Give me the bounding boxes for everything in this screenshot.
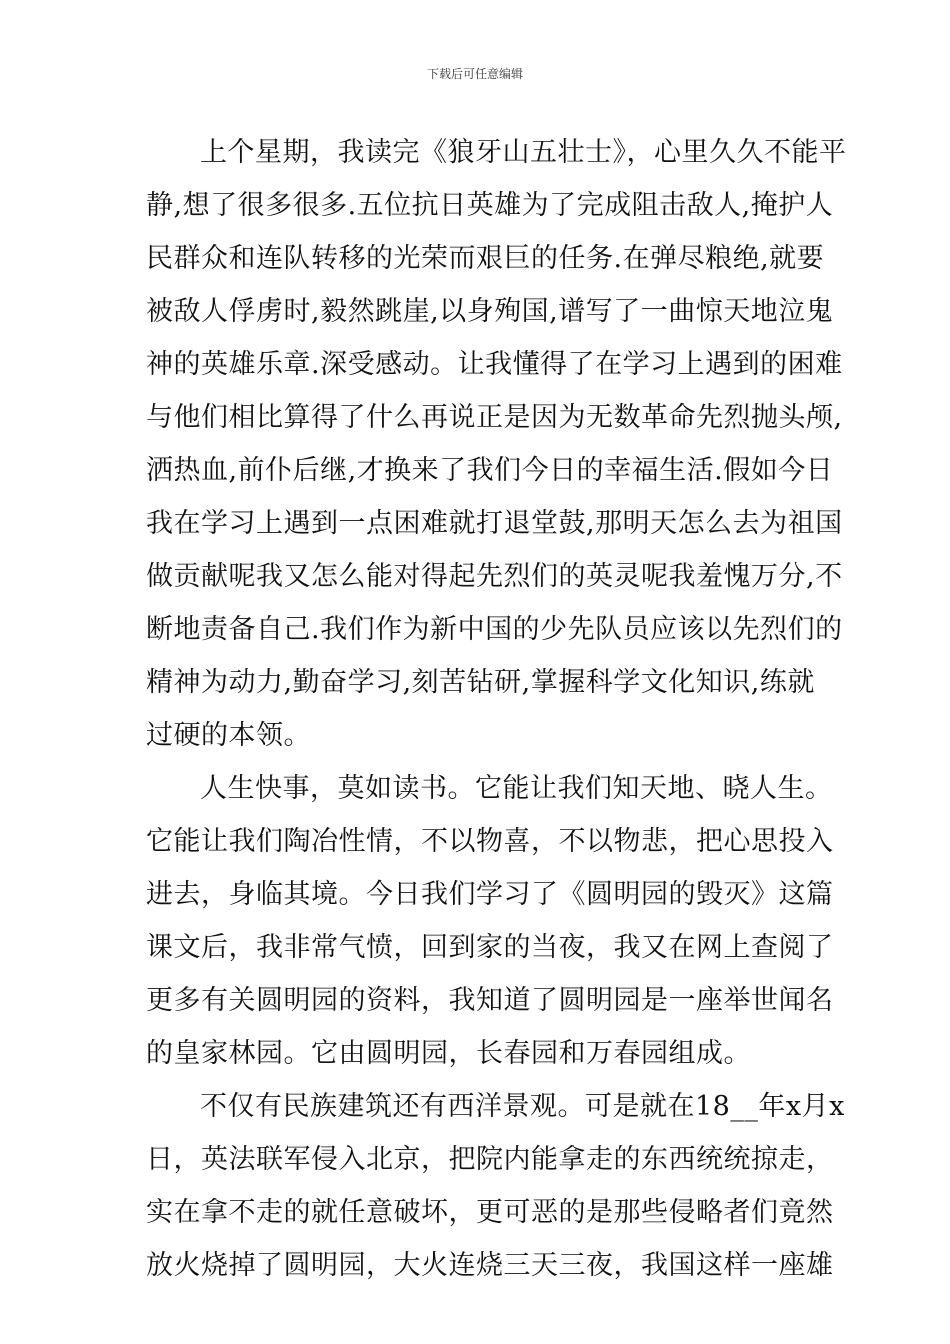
text-line: 做贡献呢我又怎么能对得起先烈们的英灵呢我羞愧万分,不 [146, 561, 843, 592]
text-line: 的皇家林园。它由圆明园，长春园和万春园组成。 [146, 1038, 751, 1069]
text-line: 它能让我们陶冶性情，不以物喜，不以物悲，把心思投入 [146, 826, 834, 857]
text-line: 断地责备自己.我们作为新中国的少先队员应该以先烈们的 [146, 614, 843, 645]
text-line: 过硬的本领。 [146, 720, 311, 751]
text-line: 与他们相比算得了什么再说正是因为无数革命先烈抛头颅, [146, 402, 843, 433]
text-line: 不仅有民族建筑还有西洋景观。可是就在18__年x月x [200, 1091, 845, 1122]
text-line: 课文后，我非常气愤，回到家的当夜，我又在网上查阅了 [146, 932, 834, 963]
text-line: 进去，身临其境。今日我们学习了《圆明园的毁灭》这篇 [146, 879, 834, 910]
text-line: 静,想了很多很多.五位抗日英雄为了完成阻击敌人,掩护人 [146, 190, 834, 221]
text-line: 被敌人俘虏时,毅然跳崖,以身殉国,谱写了一曲惊天地泣鬼 [146, 296, 834, 327]
text-line: 洒热血,前仆后继,才换来了我们今日的幸福生活.假如今日 [146, 455, 834, 486]
page-header-note: 下载后可任意编辑 [426, 67, 523, 81]
text-line: 神的英雄乐章.深受感动。让我懂得了在学习上遇到的困难 [146, 349, 843, 380]
text-line: 民群众和连队转移的光荣而艰巨的任务.在弹尽粮绝,就要 [146, 243, 825, 274]
text-line: 放火烧掉了圆明园，大火连烧三天三夜，我国这样一座雄 [146, 1250, 834, 1281]
text-line: 精神为动力,勤奋学习,刻苦钻研,掌握科学文化知识,练就 [146, 667, 815, 698]
text-line: 更多有关圆明园的资料，我知道了圆明园是一座举世闻名 [146, 985, 834, 1016]
text-line: 日，英法联军侵入北京，把院内能拿走的东西统统掠走， [146, 1144, 834, 1175]
text-line: 上个星期，我读完《狼牙山五壮士》，心里久久不能平 [200, 137, 847, 168]
text-line: 我在学习上遇到一点困难就打退堂鼓,那明天怎么去为祖国 [146, 508, 843, 539]
text-line: 实在拿不走的就任意破坏，更可恶的是那些侵略者们竟然 [146, 1197, 834, 1228]
text-line: 人生快事，莫如读书。它能让我们知天地、晓人生。 [200, 773, 833, 804]
body-text [146, 126, 847, 1292]
